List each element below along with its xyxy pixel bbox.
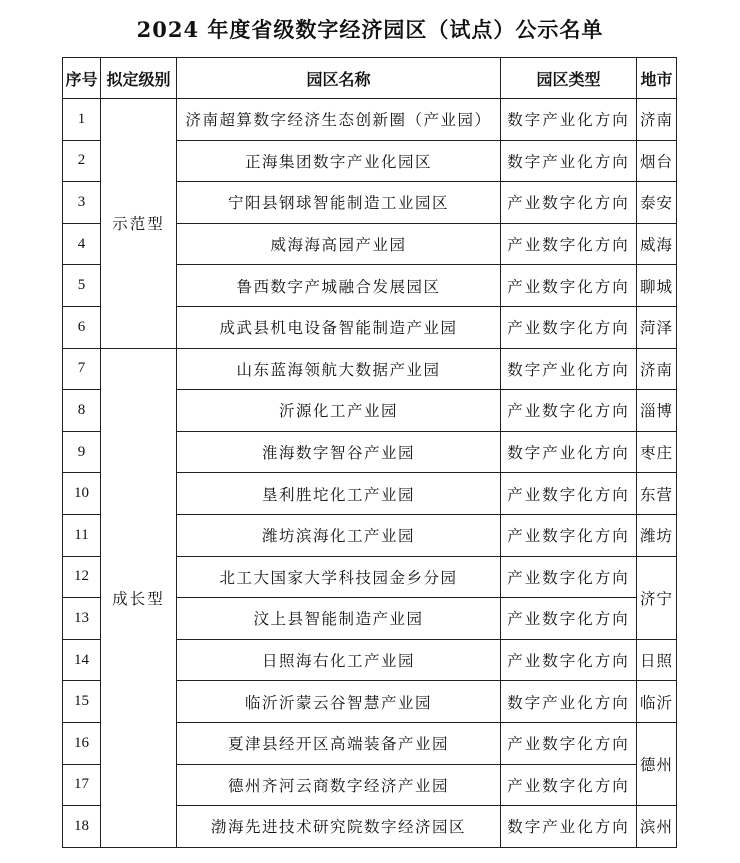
park-name: 汶上县智能制造产业园 bbox=[177, 598, 501, 640]
city: 济南 bbox=[637, 99, 677, 141]
row-no: 4 bbox=[63, 223, 101, 265]
header-no: 序号 bbox=[63, 58, 101, 99]
row-no: 17 bbox=[63, 764, 101, 806]
row-no: 18 bbox=[63, 806, 101, 848]
park-type: 数字产业化方向 bbox=[501, 806, 637, 848]
park-type: 产业数字化方向 bbox=[501, 764, 637, 806]
park-type: 产业数字化方向 bbox=[501, 639, 637, 681]
row-no: 11 bbox=[63, 514, 101, 556]
park-type: 产业数字化方向 bbox=[501, 722, 637, 764]
park-type: 数字产业化方向 bbox=[501, 681, 637, 723]
header-level: 拟定级别 bbox=[101, 58, 177, 99]
row-no: 5 bbox=[63, 265, 101, 307]
city: 日照 bbox=[637, 639, 677, 681]
row-no: 6 bbox=[63, 306, 101, 348]
level-cell-demo: 示范型 bbox=[101, 99, 177, 349]
park-name: 垦利胜坨化工产业园 bbox=[177, 473, 501, 515]
row-no: 14 bbox=[63, 639, 101, 681]
row-no: 8 bbox=[63, 390, 101, 432]
row-no: 2 bbox=[63, 140, 101, 182]
park-name: 宁阳县钢球智能制造工业园区 bbox=[177, 182, 501, 224]
header-park-type: 园区类型 bbox=[501, 58, 637, 99]
park-name: 渤海先进技术研究院数字经济园区 bbox=[177, 806, 501, 848]
park-name: 成武县机电设备智能制造产业园 bbox=[177, 306, 501, 348]
city-merged: 德州 bbox=[637, 722, 677, 805]
row-no: 12 bbox=[63, 556, 101, 598]
table-row bbox=[63, 348, 677, 390]
header-park-name: 园区名称 bbox=[177, 58, 501, 99]
document-title: 2024 年度省级数字经济园区（试点）公示名单 bbox=[136, 17, 604, 42]
city: 菏泽 bbox=[637, 306, 677, 348]
park-type: 数字产业化方向 bbox=[501, 348, 637, 390]
park-name: 山东蓝海领航大数据产业园 bbox=[177, 348, 501, 390]
city: 枣庄 bbox=[637, 431, 677, 473]
level-cell-growth: 成长型 bbox=[101, 348, 177, 847]
park-type: 产业数字化方向 bbox=[501, 390, 637, 432]
city: 烟台 bbox=[637, 140, 677, 182]
park-name: 沂源化工产业园 bbox=[177, 390, 501, 432]
park-name: 威海海高园产业园 bbox=[177, 223, 501, 265]
row-no: 1 bbox=[63, 99, 101, 141]
park-name: 德州齐河云商数字经济产业园 bbox=[177, 764, 501, 806]
table-row bbox=[63, 99, 677, 141]
city: 泰安 bbox=[637, 182, 677, 224]
park-name: 正海集团数字产业化园区 bbox=[177, 140, 501, 182]
park-type: 数字产业化方向 bbox=[501, 99, 637, 141]
city: 东营 bbox=[637, 473, 677, 515]
row-no: 16 bbox=[63, 722, 101, 764]
park-list-table bbox=[62, 57, 677, 848]
city: 临沂 bbox=[637, 681, 677, 723]
park-type: 产业数字化方向 bbox=[501, 473, 637, 515]
park-type: 产业数字化方向 bbox=[501, 598, 637, 640]
park-name: 淮海数字智谷产业园 bbox=[177, 431, 501, 473]
park-type: 数字产业化方向 bbox=[501, 140, 637, 182]
park-name: 临沂沂蒙云谷智慧产业园 bbox=[177, 681, 501, 723]
header-city: 地市 bbox=[637, 58, 677, 99]
park-type: 产业数字化方向 bbox=[501, 182, 637, 224]
park-name: 济南超算数字经济生态创新圈（产业园） bbox=[177, 99, 501, 141]
row-no: 3 bbox=[63, 182, 101, 224]
row-no: 7 bbox=[63, 348, 101, 390]
park-type: 数字产业化方向 bbox=[501, 431, 637, 473]
park-name: 鲁西数字产城融合发展园区 bbox=[177, 265, 501, 307]
park-name: 日照海右化工产业园 bbox=[177, 639, 501, 681]
row-no: 10 bbox=[63, 473, 101, 515]
row-no: 9 bbox=[63, 431, 101, 473]
row-no: 13 bbox=[63, 598, 101, 640]
park-type: 产业数字化方向 bbox=[501, 514, 637, 556]
city-merged: 济宁 bbox=[637, 556, 677, 639]
park-type: 产业数字化方向 bbox=[501, 223, 637, 265]
city: 济南 bbox=[637, 348, 677, 390]
park-name: 潍坊滨海化工产业园 bbox=[177, 514, 501, 556]
city: 威海 bbox=[637, 223, 677, 265]
park-type: 产业数字化方向 bbox=[501, 265, 637, 307]
park-name: 夏津县经开区高端装备产业园 bbox=[177, 722, 501, 764]
park-type: 产业数字化方向 bbox=[501, 556, 637, 598]
row-no: 15 bbox=[63, 681, 101, 723]
park-name: 北工大国家大学科技园金乡分园 bbox=[177, 556, 501, 598]
table-header-row bbox=[63, 58, 677, 99]
city: 潍坊 bbox=[637, 514, 677, 556]
city: 滨州 bbox=[637, 806, 677, 848]
city: 聊城 bbox=[637, 265, 677, 307]
park-type: 产业数字化方向 bbox=[501, 306, 637, 348]
city: 淄博 bbox=[637, 390, 677, 432]
